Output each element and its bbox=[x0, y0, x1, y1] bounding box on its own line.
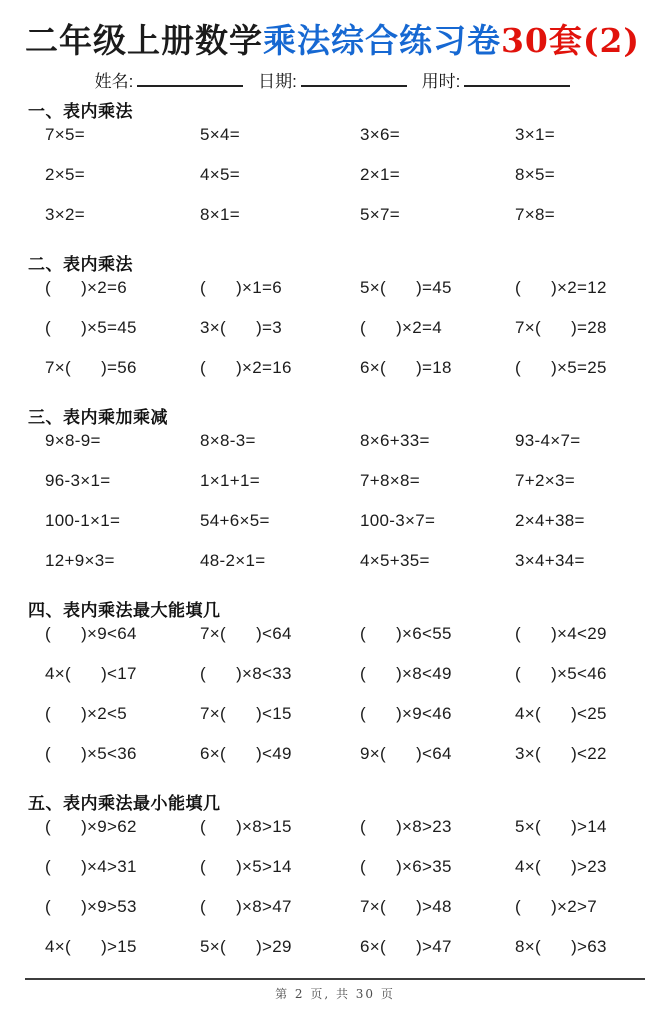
problem-cell: 3×1= bbox=[515, 124, 555, 144]
problem-cell: 5×( )=45 bbox=[360, 277, 452, 297]
problem-cell: ( )×9>62 bbox=[45, 816, 137, 836]
problem-cell: ( )×8>15 bbox=[200, 816, 292, 836]
problem-cell: 93-4×7= bbox=[515, 430, 581, 450]
worksheet-section bbox=[0, 599, 665, 783]
problem-cell: 5×( )>29 bbox=[200, 936, 292, 956]
problem-grid bbox=[0, 430, 665, 590]
page-number: 第 2 页, 共 30 页 bbox=[275, 987, 395, 1001]
problem-cell: 5×( )>14 bbox=[515, 816, 607, 836]
problem-cell: ( )×2=16 bbox=[200, 357, 292, 377]
problem-cell: ( )×5>14 bbox=[200, 856, 292, 876]
section-heading: 三、表内乘加乘减 bbox=[28, 407, 168, 427]
problem-cell: ( )×2<5 bbox=[45, 703, 128, 723]
problem-cell: ( )×2=12 bbox=[515, 277, 607, 297]
worksheet-section bbox=[0, 253, 665, 397]
problem-cell: 4×5= bbox=[200, 164, 240, 184]
problem-cell: ( )×5<36 bbox=[45, 743, 137, 763]
problem-cell: 9×( )<64 bbox=[360, 743, 452, 763]
problem-cell: 9×8-9= bbox=[45, 430, 101, 450]
problem-cell: 4×5+35= bbox=[360, 550, 430, 570]
sections bbox=[0, 100, 665, 976]
name-blank-line bbox=[137, 71, 243, 87]
problem-cell: 7+8×8= bbox=[360, 470, 420, 490]
problem-cell: ( )×9<46 bbox=[360, 703, 452, 723]
section-heading: 一、表内乘法 bbox=[28, 101, 133, 121]
duration-field bbox=[422, 67, 571, 92]
problem-cell: 6×( )=18 bbox=[360, 357, 452, 377]
problem-cell: 7×( )<64 bbox=[200, 623, 292, 643]
problem-cell: 3×( )=3 bbox=[200, 317, 283, 337]
problem-cell: 4×( )>15 bbox=[45, 936, 137, 956]
problem-cell: ( )×8<49 bbox=[360, 663, 452, 683]
problem-cell: ( )×9<64 bbox=[45, 623, 137, 643]
problem-cell: 96-3×1= bbox=[45, 470, 111, 490]
problem-cell: 5×7= bbox=[360, 204, 400, 224]
problem-cell: 3×4+34= bbox=[515, 550, 585, 570]
problem-cell: ( )×4>31 bbox=[45, 856, 137, 876]
name-label: 姓名: bbox=[94, 71, 134, 91]
problem-cell: 54+6×5= bbox=[200, 510, 270, 530]
worksheet-section bbox=[0, 100, 665, 244]
date-field bbox=[258, 67, 407, 92]
problem-cell: ( )×1=6 bbox=[200, 277, 283, 297]
date-label: 日期: bbox=[258, 71, 297, 91]
student-info-row bbox=[0, 67, 665, 91]
problem-grid bbox=[0, 623, 665, 783]
problem-cell: 1×1+1= bbox=[200, 470, 260, 490]
problem-grid bbox=[0, 816, 665, 976]
problem-cell: 100-3×7= bbox=[360, 510, 436, 530]
title-set-part: 30套(2) bbox=[500, 21, 641, 60]
section-heading: 二、表内乘法 bbox=[28, 254, 133, 274]
problem-cell: ( )×5<46 bbox=[515, 663, 607, 683]
problem-cell: ( )×9>53 bbox=[45, 896, 137, 916]
problem-cell: 8×( )>63 bbox=[515, 936, 607, 956]
problem-cell: ( )×4<29 bbox=[515, 623, 607, 643]
problem-cell: 8×5= bbox=[515, 164, 555, 184]
problem-cell: 3×( )<22 bbox=[515, 743, 607, 763]
problem-cell: 6×( )<49 bbox=[200, 743, 292, 763]
problem-cell: 4×( )<25 bbox=[515, 703, 607, 723]
problem-cell: ( )×6<55 bbox=[360, 623, 452, 643]
problem-cell: ( )×8>23 bbox=[360, 816, 452, 836]
problem-cell: 7+2×3= bbox=[515, 470, 575, 490]
problem-cell: 8×6+33= bbox=[360, 430, 430, 450]
date-blank-line bbox=[301, 71, 407, 87]
problem-cell: 100-1×1= bbox=[45, 510, 121, 530]
problem-cell: 5×4= bbox=[200, 124, 240, 144]
problem-cell: ( )×5=45 bbox=[45, 317, 137, 337]
problem-cell: ( )×6>35 bbox=[360, 856, 452, 876]
worksheet-title bbox=[6, 20, 659, 63]
problem-cell: ( )×8<33 bbox=[200, 663, 292, 683]
problem-cell: 7×( )>48 bbox=[360, 896, 452, 916]
duration-blank-line bbox=[464, 71, 570, 87]
section-heading: 五、表内乘法最小能填几 bbox=[28, 793, 221, 813]
problem-cell: ( )×8>47 bbox=[200, 896, 292, 916]
problem-cell: 8×8-3= bbox=[200, 430, 256, 450]
problem-cell: ( )×2=6 bbox=[45, 277, 128, 297]
problem-cell: 8×1= bbox=[200, 204, 240, 224]
problem-cell: ( )×2>7 bbox=[515, 896, 598, 916]
problem-grid bbox=[0, 277, 665, 397]
problem-cell: 7×( )=56 bbox=[45, 357, 137, 377]
problem-cell: 2×1= bbox=[360, 164, 400, 184]
problem-cell: 3×6= bbox=[360, 124, 400, 144]
page-footer bbox=[25, 978, 645, 1002]
problem-cell: 6×( )>47 bbox=[360, 936, 452, 956]
problem-cell: 7×( )=28 bbox=[515, 317, 607, 337]
title-grade-part: 二年级上册数学 bbox=[24, 21, 263, 60]
problem-cell: 48-2×1= bbox=[200, 550, 266, 570]
section-heading: 四、表内乘法最大能填几 bbox=[28, 600, 221, 620]
duration-label: 用时: bbox=[421, 71, 461, 91]
worksheet-section bbox=[0, 792, 665, 976]
problem-cell: 4×( )>23 bbox=[515, 856, 607, 876]
problem-grid bbox=[0, 124, 665, 244]
name-field bbox=[95, 67, 244, 92]
problem-cell: 7×( )<15 bbox=[200, 703, 292, 723]
problem-cell: 7×5= bbox=[45, 124, 85, 144]
problem-cell: 4×( )<17 bbox=[45, 663, 137, 683]
problem-cell: 2×5= bbox=[45, 164, 85, 184]
problem-cell: ( )×5=25 bbox=[515, 357, 607, 377]
title-subject-part: 乘法综合练习卷 bbox=[262, 21, 501, 60]
problem-cell: 3×2= bbox=[45, 204, 85, 224]
problem-cell: ( )×2=4 bbox=[360, 317, 443, 337]
problem-cell: 2×4+38= bbox=[515, 510, 585, 530]
problem-cell: 7×8= bbox=[515, 204, 555, 224]
worksheet-section bbox=[0, 406, 665, 590]
problem-cell: 12+9×3= bbox=[45, 550, 115, 570]
